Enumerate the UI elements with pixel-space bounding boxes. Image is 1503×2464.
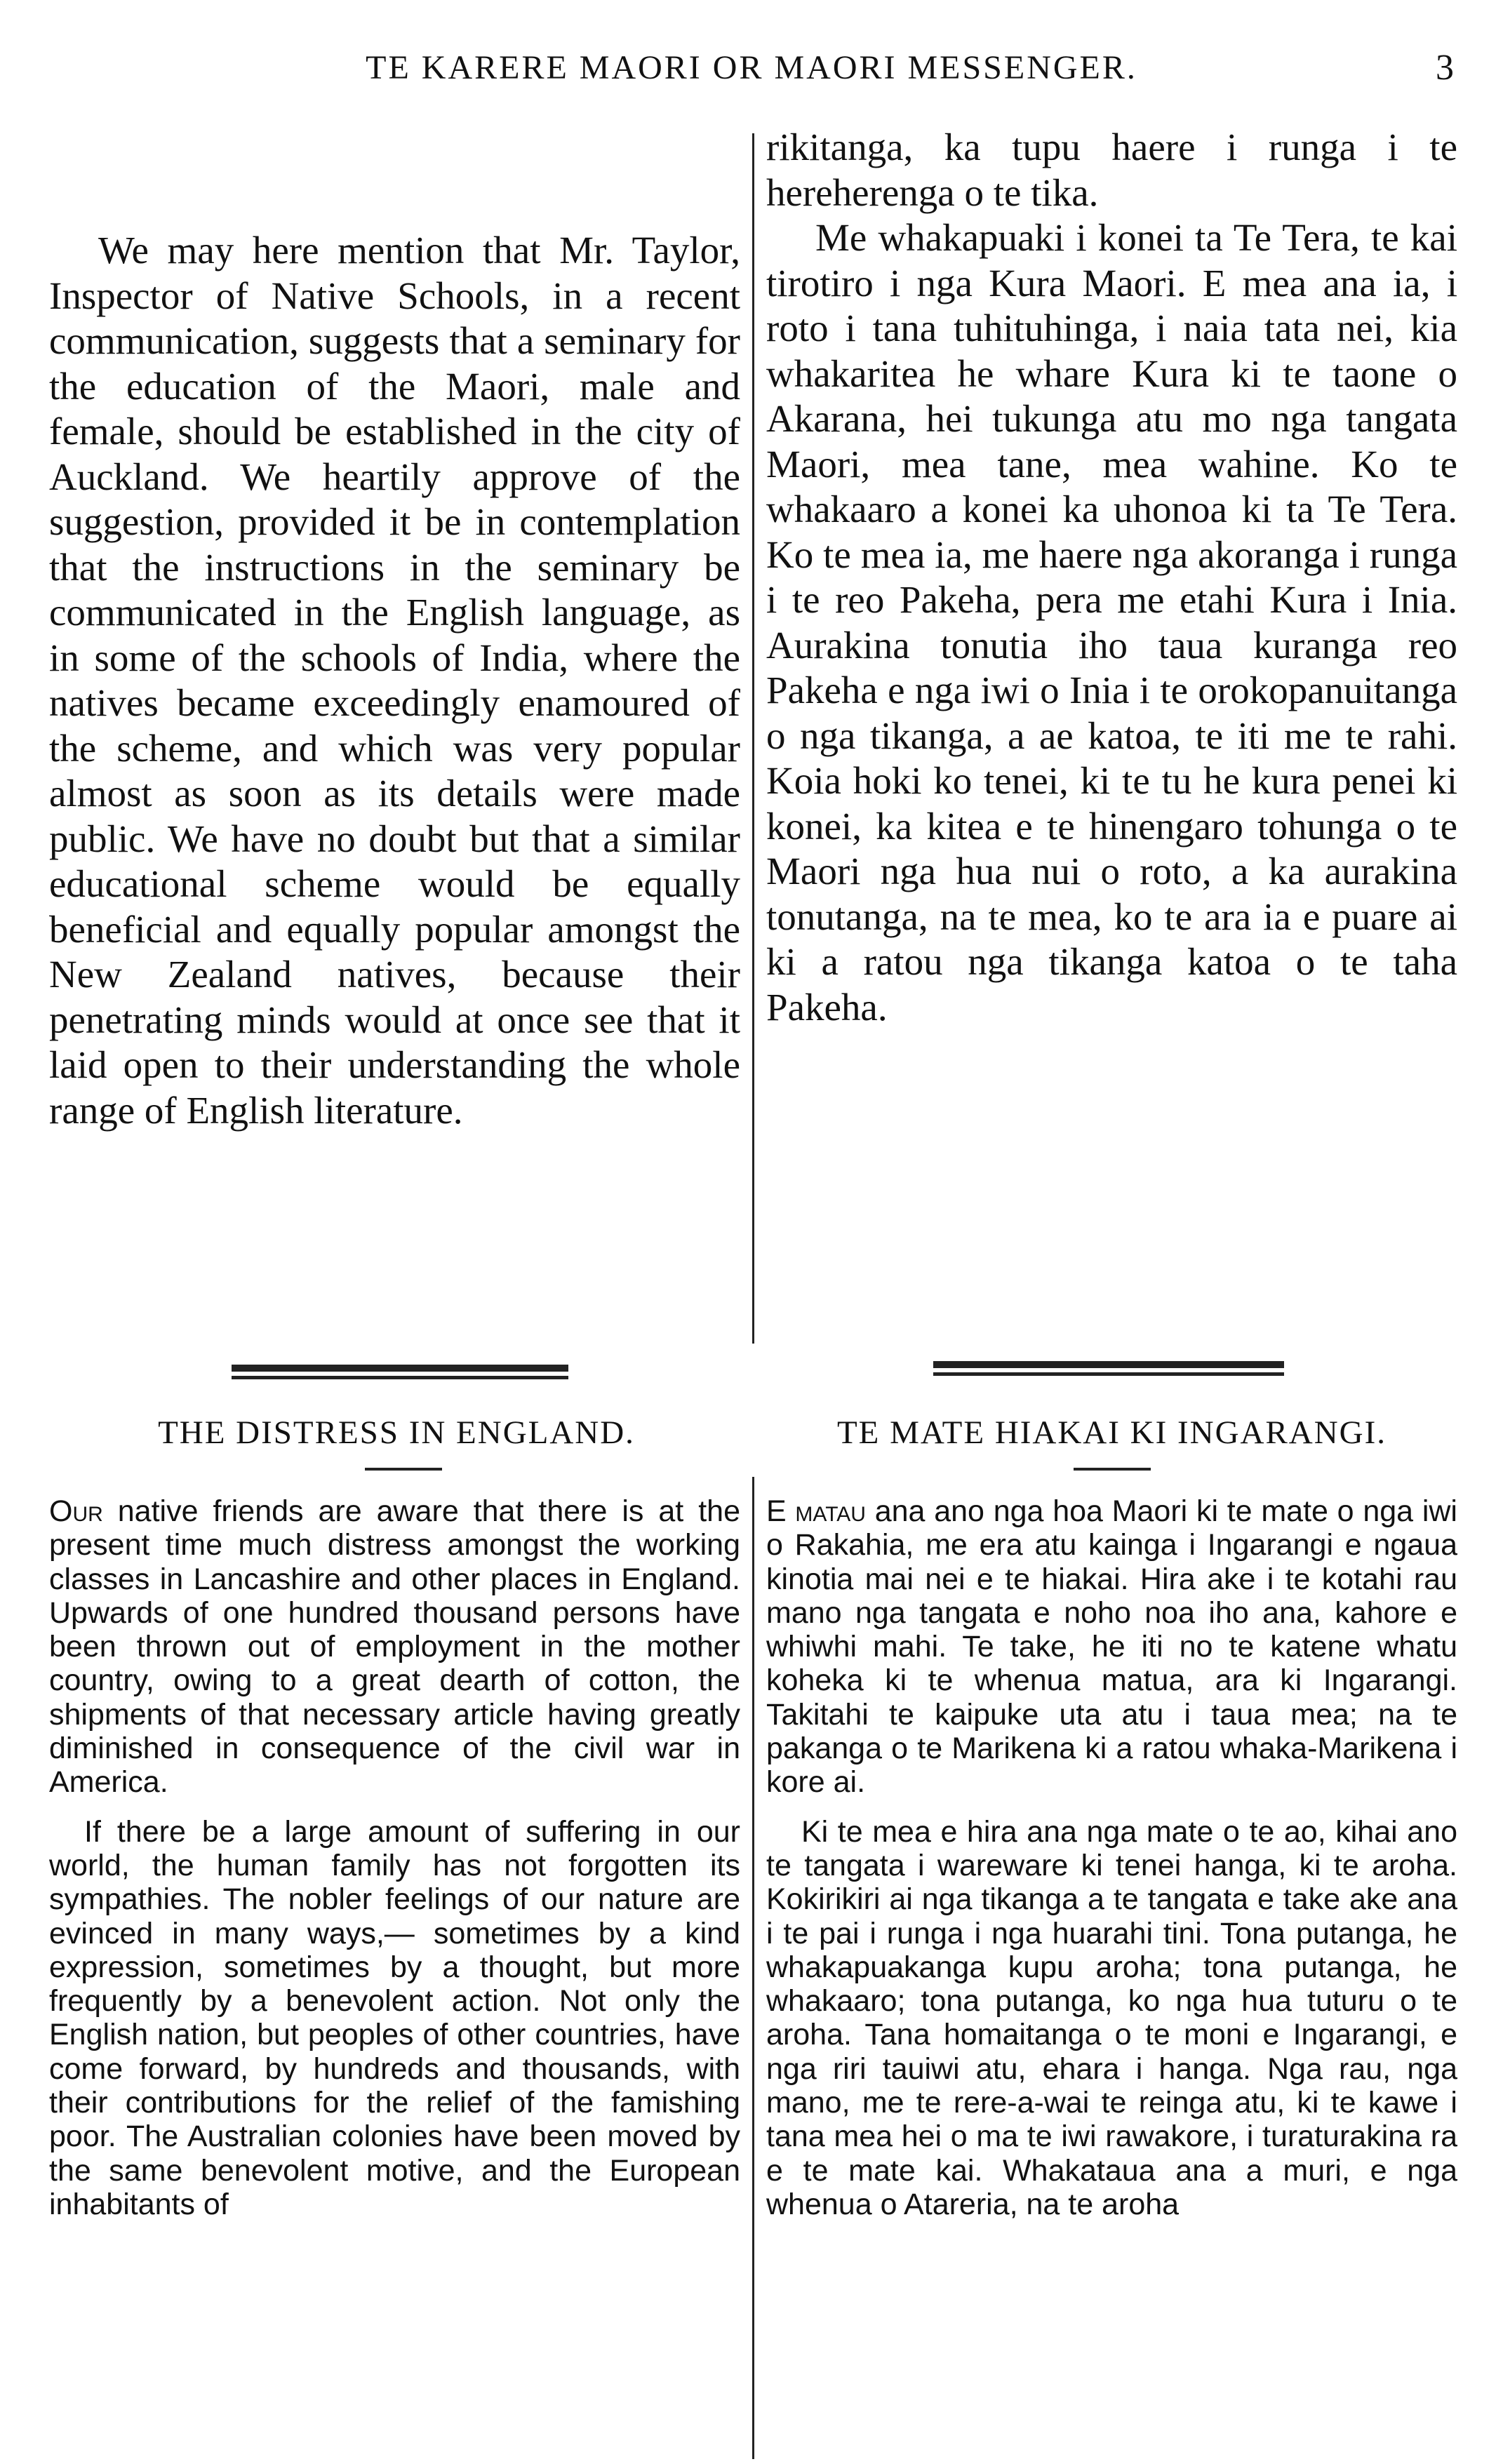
article-maori-seminary (766, 125, 1457, 1030)
article-english-seminary (49, 228, 740, 1133)
page-number: 3 (1436, 48, 1454, 88)
article-paragraph: If there be a large amount of suffering in our world, the human family has not forgotten its sympathies. The nobler feelings of our nature are evinced in many ways,— sometimes by a kind expression, sometimes by a thought, but more frequently by a benevolent action. Not only the English nation, but peoples of other countries, have come forward, by hundreds and thousands, with their contributions for the relief of the famishing poor. The Australian colonies have been moved by the same benevolent motive, and the European inhabitants of (49, 1814, 740, 2221)
column-divider-lower (752, 1477, 754, 2459)
article-paragraph: Me whakapuaki i konei ta Te Tera, te kai tirotiro i nga Kura Maori. E mea ana ia, i roto i tana tuhituhinga, i naia tata nei, kia whakaritea he whare Kura ki te taone o Akarana, hei tukunga atu mo nga tangata Maori, mea tane, mea wahine. Ko te whakaaro a konei ka uhonoa ki ta Te Tera. Ko te mea ia, me haere nga akoranga i runga i te reo Pakeha, pera me etahi Kura i Inia. Aurakina tonutia iho taua kuranga reo Pakeha e nga iwi o Inia i te orokopanuitanga o nga tikanga, a ae katoa, te iti me te rahi. Koia hoki ko tenei, ki te tu he kura penei ki konei, ka kitea e te hinengaro tohunga o te Maori nga hua nui o roto, a ka aurakina tonutanga, na te mea, ko te ara ia e puare ai ki a ratou nga tikanga katoa o te taha Pakeha. (766, 216, 1457, 1029)
article-paragraph: Our native friends are aware that there is at the present time much distress amongst the working classes in Lancashire and other places in England. Upwards of one hundred thousand persons have been thrown out of employment in the mother country, owing to a great dearth of cotton, the shipments of that necessary article having greatly diminished in consequence of the civil war in America. (49, 1494, 740, 1800)
article-paragraph: rikitanga, ka tupu haere i runga i te hereherenga o te tika. (766, 126, 1457, 214)
masthead-title: TE KARERE MAORI OR MAORI MESSENGER. (366, 49, 1137, 86)
lead-word: E matau (766, 1494, 866, 1528)
section-rule-left (232, 1365, 568, 1383)
article-paragraph: E matau ana ano nga hoa Maori ki te mate o nga iwi o Rakahia, me era atu kainga i Ingarangi e ngaua kinotia mai nei e te hiakai. Hira ake i te kotahi rau mano nga tangata e noho noa iho ana, kahore e whiwhi mahi. Te take, he iti no te katene whatu koheka ki te whenua matua, ara ki Ingarangi. Takitahi te kaipuke uta atu i taua mea; na te pakanga o te Marikena ki a ratou whaka-Marikena i kore ai. (766, 1494, 1457, 1800)
section-title-mate-hiakai: TE MATE HIAKAI KI INGARANGI. (836, 1414, 1387, 1451)
column-divider-upper (752, 133, 754, 1344)
article-paragraph: We may here mention that Mr. Taylor, Inspector of Native Schools, in a recent communication, suggests that a seminary for the education of the Maori, male and female, should be established in the city of Auckland. We heartily approve of the suggestion, provided it be in contemplation that the instructions in the seminary be communicated in the English language, as in some of the schools of India, where the natives became exceedingly enamoured of the scheme, and which was very popular almost as soon as its details were made public. We have no doubt but that a similar educational scheme would be equally beneficial and equally popular amongst the New Zealand natives, because their penetrating minds would at once see that it laid open to their understanding the whole range of English literature. (49, 229, 740, 1132)
page-header (0, 43, 1503, 93)
lead-word: Our (49, 1494, 103, 1528)
title-underline-left (365, 1468, 442, 1471)
title-underline-right (1074, 1468, 1151, 1471)
article-mate-hiakai (766, 1494, 1457, 2221)
article-paragraph: Ki te mea e hira ana nga mate o te ao, kihai ano te tangata i wareware ki tenei hanga, ki te aroha. Kokirikiri ai nga tikanga a te tangata e take ake ana i te pai i runga i nga huarahi tini. Tona putanga, he whakapuakanga kupu aroha; tona putanga, he whakaaro; tona putanga, ko nga hua tuturu o te aroha. Tana homaitanga o te moni e Ingarangi, e nga riri tauiwi atu, ehara i hanga. Nga rau, nga mano, me te rere-a-wai te reinga atu, ki te kawe i tana mea hei o ma te iwi rawakore, i turaturakina ra e te mate kai. Whakataua ana a muri, e nga whenua o Atareria, na te aroha (766, 1814, 1457, 2221)
article-distress-england (49, 1494, 740, 2221)
section-rule-right (933, 1361, 1284, 1379)
section-title-distress-england: THE DISTRESS IN ENGLAND. (158, 1414, 635, 1451)
